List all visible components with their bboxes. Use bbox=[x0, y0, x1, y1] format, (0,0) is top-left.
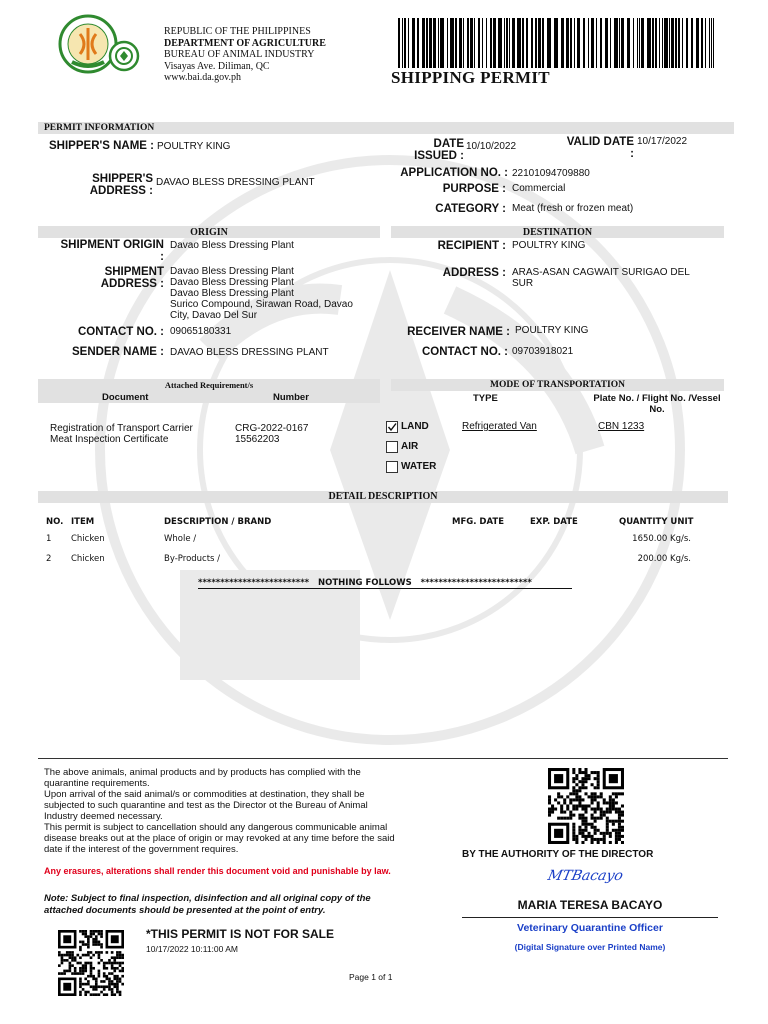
destination-address-value: ARAS-ASAN CAGWAIT SURIGAO DEL SUR bbox=[512, 267, 690, 289]
agency-website: www.bai.da.gov.ph bbox=[164, 72, 242, 83]
air-label: AIR bbox=[401, 441, 419, 452]
receiver-name-value: POULTRY KING bbox=[515, 325, 589, 336]
valid-date-label: VALID DATE : bbox=[566, 136, 634, 160]
republic-text: REPUBLIC OF THE PHILIPPINES bbox=[164, 26, 311, 37]
transport-type-value: Refrigerated Van bbox=[462, 421, 537, 432]
shipment-address-label: SHIPMENT ADDRESS : bbox=[100, 266, 164, 290]
recipient-label: RECIPIENT : bbox=[437, 240, 506, 252]
land-checkbox[interactable] bbox=[386, 421, 398, 433]
shipment-origin-value: Davao Bless Dressing Plant bbox=[170, 240, 294, 251]
detail-row-2-item: Chicken bbox=[71, 554, 105, 564]
page-number: Page 1 of 1 bbox=[349, 972, 393, 982]
category-label: CATEGORY : bbox=[435, 203, 506, 215]
detail-row-2-no: 2 bbox=[46, 554, 52, 564]
detail-col-description: DESCRIPTION / BRAND bbox=[164, 517, 272, 527]
officer-title: Veterinary Quarantine Officer bbox=[517, 922, 663, 934]
origin-contact-label: CONTACT NO. : bbox=[77, 326, 164, 338]
permit-qr-code-small bbox=[58, 930, 124, 996]
requirement-row-2-document: Meat Inspection Certificate bbox=[50, 434, 169, 445]
transport-plate-value: CBN 1233 bbox=[598, 421, 645, 432]
shipment-origin-label: SHIPMENT ORIGIN : bbox=[60, 239, 164, 263]
permit-qr-code-large bbox=[548, 768, 624, 844]
shipment-address-value: Davao Bless Dressing Plant Davao Bless Dressing Plant Davao Bless Dressing Plant Surico Compound, Sirawan Road, Davao City, Davao Del Sur bbox=[170, 266, 353, 321]
valid-date-value: 10/17/2022 bbox=[637, 136, 688, 147]
detail-col-no: NO. bbox=[46, 517, 64, 527]
digital-signature-image: MTBacayo bbox=[546, 868, 625, 884]
detail-row-1-no: 1 bbox=[46, 534, 52, 544]
requirement-row-1-document: Registration of Transport Carrier bbox=[50, 423, 193, 434]
recipient-value: POULTRY KING bbox=[512, 240, 586, 251]
water-label: WATER bbox=[401, 461, 437, 472]
receiver-name-label: RECEIVER NAME : bbox=[407, 326, 510, 338]
shippers-name-value: POULTRY KING bbox=[157, 141, 231, 152]
detail-col-item: ITEM bbox=[71, 517, 95, 527]
signature-line bbox=[462, 917, 718, 918]
print-timestamp: 10/17/2022 10:11:00 AM bbox=[146, 944, 239, 954]
transport-title: MODE OF TRANSPORTATION bbox=[490, 380, 625, 390]
not-for-sale-notice: *THIS PERMIT IS NOT FOR SALE bbox=[146, 927, 335, 941]
destination-contact-value: 09703918021 bbox=[512, 346, 574, 357]
compliance-text: The above animals, animal products and by products has complied with the quarantine requirements. Upon arrival of the said animal/s or commodities at destination, they shall be subjected to such quarantine and test as the Director ot the Bureau of Animal Industry deemed necessary. This permit is subject to cancellation should any dangerous communicable animal disease breaks out at the place of origin or may revoked at any time before the said date if the interest of the government requires. bbox=[44, 767, 395, 855]
detail-row-1-item: Chicken bbox=[71, 534, 105, 544]
land-label: LAND bbox=[401, 421, 429, 432]
detail-title: DETAIL DESCRIPTION bbox=[328, 491, 438, 502]
bureau-text: BUREAU OF ANIMAL INDUSTRY bbox=[164, 49, 315, 60]
detail-row-2-qty: 200.00 Kg/s. bbox=[637, 554, 691, 564]
document-title: SHIPPING PERMIT bbox=[391, 68, 550, 87]
detail-row-1-description: Whole / bbox=[164, 534, 197, 544]
water-checkbox[interactable] bbox=[386, 461, 398, 473]
erasure-warning: Any erasures, alterations shall render this document void and punishable by law. bbox=[44, 866, 391, 876]
date-issued-label: DATE ISSUED : bbox=[414, 138, 464, 162]
shippers-name-label: SHIPPER'S NAME : bbox=[49, 140, 154, 152]
sender-name-label: SENDER NAME : bbox=[71, 346, 164, 358]
permit-info-title: PERMIT INFORMATION bbox=[44, 123, 155, 133]
authority-text: BY THE AUTHORITY OF THE DIRECTOR bbox=[462, 849, 654, 860]
detail-col-exp: EXP. DATE bbox=[530, 517, 578, 527]
bureau-of-animal-industry-logo bbox=[108, 40, 140, 72]
destination-contact-label: CONTACT NO. : bbox=[421, 346, 508, 358]
signature-note: (Digital Signature over Printed Name) bbox=[514, 942, 666, 952]
destination-title: DESTINATION bbox=[522, 227, 593, 238]
department-text: DEPARTMENT OF AGRICULTURE bbox=[164, 37, 326, 49]
entry-note: Note: Subject to final inspection, disinfection and all original copy of the attached documents should be presented at the point of entry. bbox=[44, 893, 371, 916]
shippers-address-label: SHIPPER'S ADDRESS : bbox=[89, 173, 153, 197]
date-issued-value: 10/10/2022 bbox=[466, 141, 517, 152]
officer-name: MARIA TERESA BACAYO bbox=[517, 898, 663, 912]
detail-row-2-description: By-Products / bbox=[164, 554, 221, 564]
permit-barcode bbox=[398, 18, 716, 68]
requirements-title: Attached Requirement/s bbox=[164, 380, 254, 390]
sender-name-value: DAVAO BLESS DRESSING PLANT bbox=[170, 347, 329, 358]
category-value: Meat (fresh or frozen meat) bbox=[512, 203, 634, 214]
purpose-label: PURPOSE : bbox=[442, 183, 506, 195]
detail-row-1-qty: 1650.00 Kg/s. bbox=[632, 534, 691, 544]
requirements-col-document: Document bbox=[102, 392, 149, 403]
detail-col-mfg: MFG. DATE bbox=[452, 517, 505, 527]
transport-col-type: TYPE bbox=[473, 393, 498, 404]
application-no-label: APPLICATION NO. : bbox=[400, 167, 508, 179]
requirement-row-2-number: 15562203 bbox=[235, 434, 280, 445]
detail-col-qty: QUANTITY UNIT bbox=[619, 517, 694, 527]
purpose-value: Commercial bbox=[512, 183, 566, 194]
transport-col-plate: Plate No. / Flight No. /Vessel No. bbox=[593, 393, 721, 415]
application-no-value: 22101094709880 bbox=[512, 168, 590, 179]
agency-address: Visayas Ave. Diliman, QC bbox=[164, 60, 270, 72]
footer-divider bbox=[38, 758, 728, 759]
air-checkbox[interactable] bbox=[386, 441, 398, 453]
destination-address-label: ADDRESS : bbox=[442, 267, 506, 279]
requirements-col-number: Number bbox=[273, 392, 309, 403]
nothing-follows-line: ************************* NOTHING FOLLOWS ************************* bbox=[198, 578, 572, 589]
shippers-address-value: DAVAO BLESS DRESSING PLANT bbox=[156, 177, 315, 188]
origin-contact-value: 09065180331 bbox=[170, 326, 232, 337]
requirement-row-1-number: CRG-2022-0167 bbox=[235, 423, 309, 434]
origin-title: ORIGIN bbox=[190, 227, 228, 238]
